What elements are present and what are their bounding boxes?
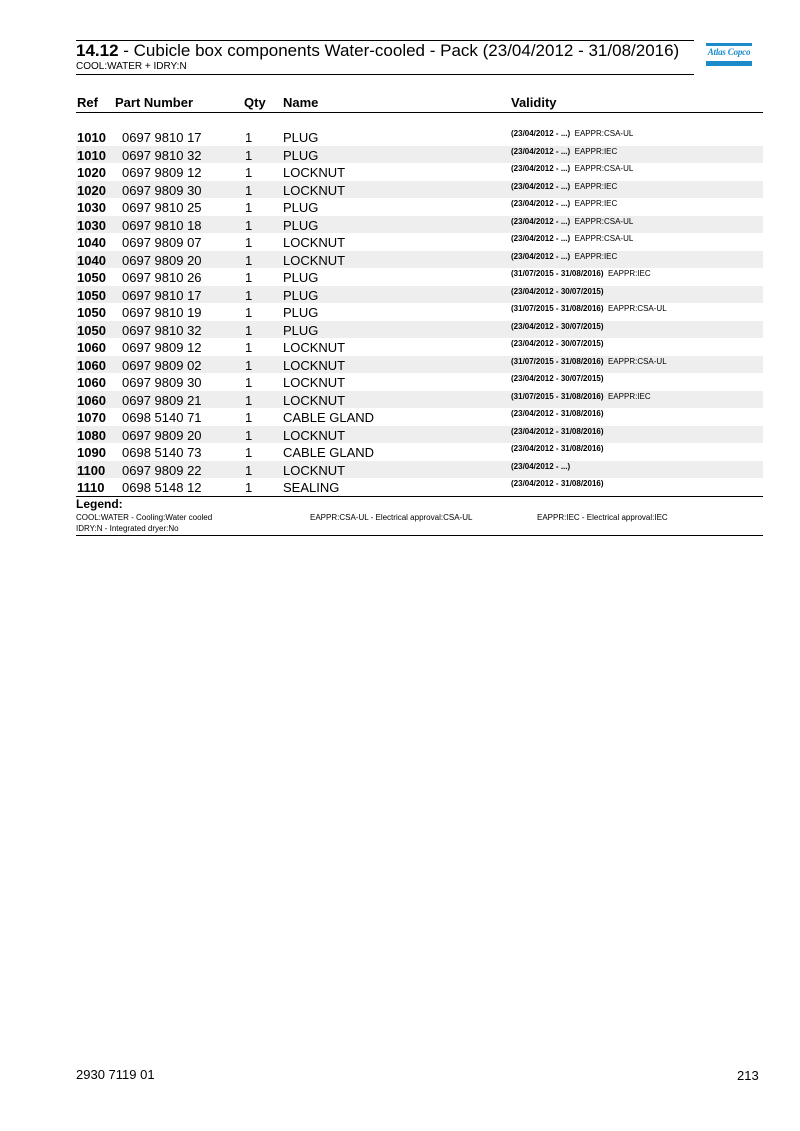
row-validity — [511, 287, 608, 296]
row-validity-date: (23/04/2012 - 31/08/2016) — [511, 444, 604, 453]
row-part-number: 0697 9809 30 — [122, 375, 202, 390]
row-validity — [511, 269, 651, 278]
row-ref: 1050 — [77, 270, 106, 285]
row-validity — [511, 339, 608, 348]
row-validity-code: EAPPR:IEC — [574, 199, 618, 208]
row-name: LOCKNUT — [283, 462, 346, 478]
table-row — [76, 338, 763, 356]
row-name: LOCKNUT — [283, 392, 346, 408]
row-ref: 1060 — [77, 375, 106, 390]
row-ref: 1060 — [77, 357, 106, 373]
row-part-number: 0697 9810 19 — [122, 305, 202, 320]
row-part-number: 0697 9810 32 — [122, 147, 202, 163]
row-ref: 1030 — [77, 200, 106, 215]
legend-idry: IDRY:N - Integrated dryer:No — [76, 524, 179, 533]
row-name: LOCKNUT — [283, 182, 346, 198]
row-validity-date: (31/07/2015 - 31/08/2016) — [511, 269, 604, 278]
table-row — [76, 198, 763, 216]
row-qty: 1 — [245, 130, 253, 145]
column-header-validity: Validity — [511, 95, 557, 110]
atlas-copco-logo — [706, 43, 752, 67]
row-part-number: 0697 9809 22 — [122, 462, 202, 478]
row-validity — [511, 252, 617, 261]
header-bottom-rule — [76, 74, 694, 75]
row-validity — [511, 462, 575, 471]
row-ref: 1020 — [77, 165, 106, 180]
row-validity — [511, 129, 633, 138]
row-ref: 1040 — [77, 252, 106, 268]
page-title — [76, 41, 679, 61]
row-validity-date: (23/04/2012 - ...) — [511, 181, 571, 191]
column-header-ref: Ref — [77, 95, 98, 110]
row-qty: 1 — [245, 287, 253, 303]
row-ref: 1080 — [77, 427, 106, 443]
parts-table — [76, 128, 763, 496]
table-row — [76, 478, 763, 496]
table-row — [76, 373, 763, 391]
row-validity — [511, 147, 617, 156]
row-validity-code: EAPPR:IEC — [574, 251, 618, 261]
row-qty: 1 — [245, 427, 253, 443]
row-validity-code: EAPPR:CSA-UL — [607, 356, 667, 366]
row-ref: 1050 — [77, 322, 106, 338]
row-validity-date: (23/04/2012 - ...) — [511, 251, 571, 261]
row-validity-date: (23/04/2012 - ...) — [511, 234, 571, 243]
column-header-part-number: Part Number — [115, 95, 194, 110]
legend-iec: EAPPR:IEC - Electrical approval:IEC — [537, 513, 668, 522]
footer-page-number: 213 — [737, 1068, 759, 1083]
row-name: LOCKNUT — [283, 427, 346, 443]
table-row — [76, 163, 763, 181]
row-validity-date: (23/04/2012 - 30/07/2015) — [511, 286, 604, 296]
row-validity-date: (23/04/2012 - 31/08/2016) — [511, 479, 604, 488]
row-ref: 1020 — [77, 182, 106, 198]
row-ref: 1030 — [77, 217, 106, 233]
table-row — [76, 268, 763, 286]
row-qty: 1 — [245, 235, 253, 250]
row-part-number: 0697 9810 17 — [122, 287, 202, 303]
row-validity-code: EAPPR:IEC — [607, 269, 651, 278]
row-ref: 1110 — [77, 480, 105, 495]
row-validity — [511, 392, 651, 401]
table-row — [76, 443, 763, 461]
row-validity — [511, 234, 633, 243]
row-validity-date: (23/04/2012 - 30/07/2015) — [511, 321, 604, 331]
row-validity-date: (31/07/2015 - 31/08/2016) — [511, 356, 604, 366]
footer-doc-number: 2930 7119 01 — [76, 1067, 155, 1082]
row-part-number: 0697 9809 30 — [122, 182, 202, 198]
logo-text: Atlas Copco — [707, 47, 751, 57]
section-number: 14.12 — [76, 41, 119, 60]
row-validity-date: (23/04/2012 - ...) — [511, 216, 571, 226]
row-qty: 1 — [245, 252, 253, 268]
row-validity-date: (23/04/2012 - 30/07/2015) — [511, 374, 604, 383]
row-part-number: 0697 9810 32 — [122, 322, 202, 338]
row-part-number: 0697 9810 18 — [122, 217, 202, 233]
row-validity-date: (23/04/2012 - ...) — [511, 164, 571, 173]
row-qty: 1 — [245, 182, 253, 198]
row-validity-code: EAPPR:CSA-UL — [607, 304, 667, 313]
row-part-number: 0697 9810 25 — [122, 200, 202, 215]
row-validity — [511, 304, 667, 313]
logo-bottom-bar — [706, 61, 752, 66]
row-name: LOCKNUT — [283, 252, 346, 268]
column-header-qty: Qty — [244, 95, 266, 110]
row-name: PLUG — [283, 305, 319, 320]
row-name: SEALING — [283, 480, 340, 495]
row-validity-date: (23/04/2012 - ...) — [511, 146, 571, 156]
row-part-number: 0697 9809 20 — [122, 252, 202, 268]
row-validity-date: (23/04/2012 - ...) — [511, 199, 571, 208]
row-validity-code: EAPPR:IEC — [574, 181, 618, 191]
row-qty: 1 — [245, 147, 253, 163]
row-name: PLUG — [283, 200, 319, 215]
table-row — [76, 426, 763, 444]
row-ref: 1040 — [77, 235, 106, 250]
row-part-number: 0697 9809 21 — [122, 392, 202, 408]
row-ref: 1090 — [77, 445, 106, 460]
row-ref: 1050 — [77, 287, 106, 303]
row-ref: 1060 — [77, 340, 106, 355]
row-validity-date: (31/07/2015 - 31/08/2016) — [511, 391, 604, 401]
row-ref: 1100 — [77, 462, 106, 478]
row-name: CABLE GLAND — [283, 445, 375, 460]
row-validity-date: (31/07/2015 - 31/08/2016) — [511, 304, 604, 313]
table-row — [76, 128, 763, 146]
row-part-number: 0697 9809 12 — [122, 165, 202, 180]
table-row — [76, 251, 763, 269]
logo-top-bar — [706, 43, 752, 46]
row-name: LOCKNUT — [283, 357, 346, 373]
row-validity — [511, 374, 608, 383]
row-validity-date: (23/04/2012 - ...) — [511, 129, 571, 138]
column-header-name: Name — [283, 95, 319, 110]
row-validity — [511, 444, 608, 453]
table-row — [76, 303, 763, 321]
row-ref: 1010 — [77, 130, 106, 145]
row-validity — [511, 182, 617, 191]
row-validity-code: EAPPR:CSA-UL — [574, 129, 634, 138]
legend-top-rule — [76, 496, 763, 497]
row-qty: 1 — [245, 375, 253, 390]
row-validity — [511, 479, 608, 488]
row-validity-date: (23/04/2012 - 31/08/2016) — [511, 426, 604, 436]
row-name: PLUG — [283, 322, 319, 338]
table-row — [76, 146, 763, 164]
row-ref: 1070 — [77, 410, 106, 425]
row-qty: 1 — [245, 165, 253, 180]
row-qty: 1 — [245, 217, 253, 233]
row-qty: 1 — [245, 200, 253, 215]
row-validity — [511, 199, 617, 208]
row-validity-date: (23/04/2012 - 31/08/2016) — [511, 409, 604, 418]
page-subtitle: COOL:WATER + IDRY:N — [76, 61, 187, 72]
table-row — [76, 408, 763, 426]
row-name: LOCKNUT — [283, 340, 346, 355]
row-qty: 1 — [245, 270, 253, 285]
row-name: PLUG — [283, 217, 319, 233]
table-row — [76, 181, 763, 199]
row-name: PLUG — [283, 147, 319, 163]
row-validity-date: (23/04/2012 - 30/07/2015) — [511, 339, 604, 348]
legend-title: Legend: — [76, 497, 123, 511]
row-qty: 1 — [245, 322, 253, 338]
row-part-number: 0697 9810 17 — [122, 130, 202, 145]
row-part-number: 0698 5140 71 — [122, 410, 202, 425]
row-name: LOCKNUT — [283, 165, 346, 180]
table-row — [76, 391, 763, 409]
row-name: PLUG — [283, 270, 319, 285]
row-validity — [511, 427, 608, 436]
table-row — [76, 216, 763, 234]
table-row — [76, 321, 763, 339]
row-validity-code: EAPPR:IEC — [607, 391, 651, 401]
legend-csa: EAPPR:CSA-UL - Electrical approval:CSA-UL — [310, 513, 473, 522]
row-validity-code: EAPPR:CSA-UL — [574, 164, 634, 173]
row-part-number: 0698 5148 12 — [122, 480, 202, 495]
row-validity — [511, 322, 608, 331]
row-name: CABLE GLAND — [283, 410, 375, 425]
row-name: LOCKNUT — [283, 235, 346, 250]
row-validity — [511, 164, 633, 173]
table-row — [76, 233, 763, 251]
row-name: LOCKNUT — [283, 375, 346, 390]
row-qty: 1 — [245, 462, 253, 478]
row-name: PLUG — [283, 130, 319, 145]
row-ref: 1050 — [77, 305, 106, 320]
row-part-number: 0697 9810 26 — [122, 270, 202, 285]
row-validity-code: EAPPR:IEC — [574, 146, 618, 156]
row-validity-code: EAPPR:CSA-UL — [574, 216, 634, 226]
row-qty: 1 — [245, 480, 253, 495]
row-qty: 1 — [245, 340, 253, 355]
table-row — [76, 286, 763, 304]
row-part-number: 0697 9809 12 — [122, 340, 202, 355]
row-ref: 1060 — [77, 392, 106, 408]
legend-bottom-rule — [76, 535, 763, 536]
row-name: PLUG — [283, 287, 319, 303]
section-title: - Cubicle box components Water-cooled - Pack (23/04/2012 - 31/08/2016) — [118, 41, 680, 60]
row-qty: 1 — [245, 410, 253, 425]
row-part-number: 0697 9809 07 — [122, 235, 202, 250]
row-validity-code: EAPPR:CSA-UL — [574, 234, 634, 243]
table-row — [76, 356, 763, 374]
column-header-rule — [76, 112, 763, 113]
row-validity — [511, 217, 633, 226]
row-part-number: 0697 9809 02 — [122, 357, 202, 373]
row-part-number: 0697 9809 20 — [122, 427, 202, 443]
row-qty: 1 — [245, 392, 253, 408]
legend-cool: COOL:WATER - Cooling:Water cooled — [76, 513, 213, 522]
row-qty: 1 — [245, 305, 253, 320]
row-validity — [511, 409, 608, 418]
row-qty: 1 — [245, 445, 253, 460]
row-validity-date: (23/04/2012 - ...) — [511, 461, 571, 471]
row-ref: 1010 — [77, 147, 106, 163]
row-validity — [511, 357, 667, 366]
table-row — [76, 461, 763, 479]
row-part-number: 0698 5140 73 — [122, 445, 202, 460]
row-qty: 1 — [245, 357, 253, 373]
